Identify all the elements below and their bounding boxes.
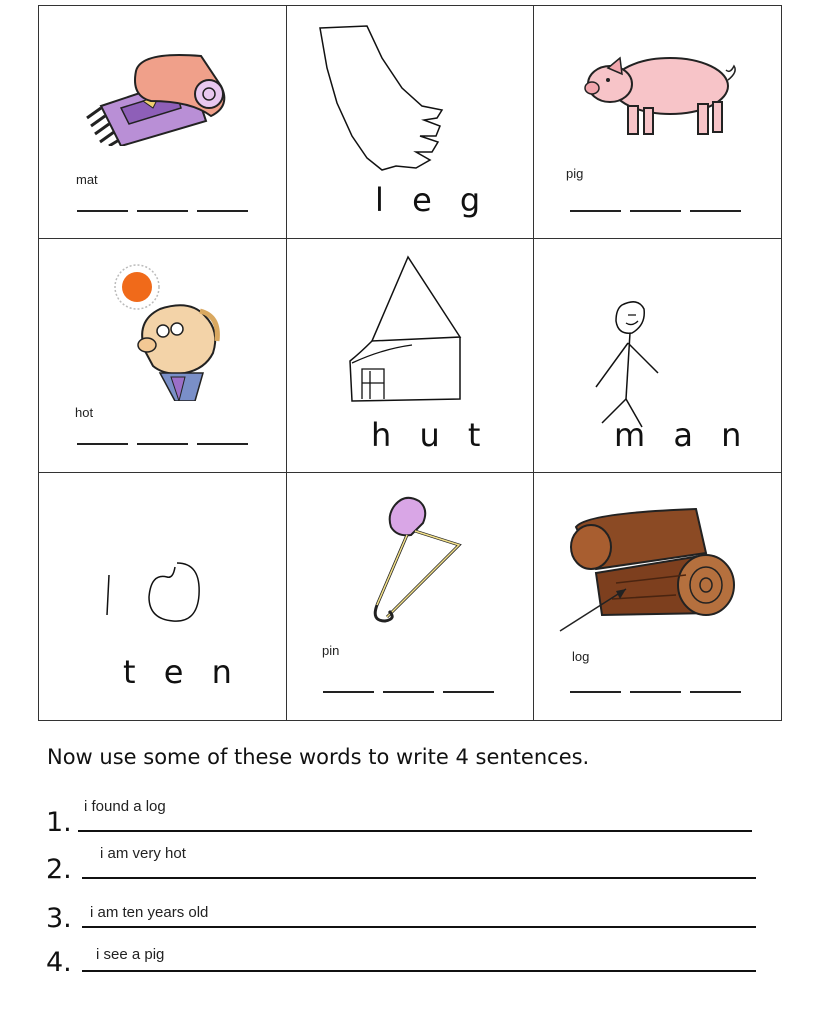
sentence-answer: i see a pig [96, 946, 165, 963]
cell-log [534, 473, 782, 720]
sentence-line-4[interactable] [46, 938, 756, 978]
logs-image [556, 503, 741, 638]
cell-word: m a n [614, 416, 751, 454]
ten-drawing [101, 557, 211, 637]
cell-pin [287, 473, 534, 720]
sentence-line-1[interactable] [46, 798, 752, 838]
sentence-number: 1. [46, 807, 72, 838]
cell-word: mat [76, 172, 98, 187]
letter-blanks [77, 443, 248, 445]
letter-blanks [570, 210, 741, 212]
cell-ten [39, 473, 287, 720]
cell-leg [287, 6, 534, 239]
stick-man-drawing [592, 299, 672, 434]
cell-word: h u t [371, 416, 490, 454]
cell-word: pin [322, 643, 340, 658]
sentence-number: 4. [46, 947, 72, 978]
sentence-underline [82, 877, 756, 879]
hot-man-sun-image [105, 261, 225, 401]
sentence-underline [82, 970, 756, 972]
letter-blanks [77, 210, 248, 212]
cell-hut [287, 239, 534, 473]
sentence-answer: i found a log [84, 798, 166, 815]
cell-word: hot [75, 405, 94, 420]
sentence-number: 3. [46, 903, 72, 934]
sentence-line-3[interactable] [46, 894, 756, 934]
sentence-underline [82, 926, 756, 928]
rolled-mat-image [81, 46, 231, 146]
safety-pin-image [367, 495, 467, 630]
sentence-underline [78, 830, 752, 832]
letter-blanks [570, 691, 741, 693]
cell-word: log [572, 649, 590, 664]
foot-drawing [312, 18, 452, 178]
cell-word: pig [566, 166, 584, 181]
cell-word: t e n [123, 653, 241, 691]
cell-hot [39, 239, 287, 473]
hut-drawing [342, 253, 472, 403]
sentence-answer: i am ten years old [90, 904, 209, 921]
sentence-number: 2. [46, 854, 72, 885]
cell-word: l e g [375, 181, 490, 219]
sentence-line-2[interactable] [46, 845, 756, 885]
cell-mat [39, 6, 287, 239]
phonics-grid [38, 5, 782, 721]
sentence-answer: i am very hot [100, 845, 186, 862]
cell-man [534, 239, 782, 473]
pig-image [580, 44, 740, 139]
instruction-text: Now use some of these words to write 4 sentences. [47, 745, 590, 769]
cell-pig [534, 6, 782, 239]
letter-blanks [323, 691, 494, 693]
